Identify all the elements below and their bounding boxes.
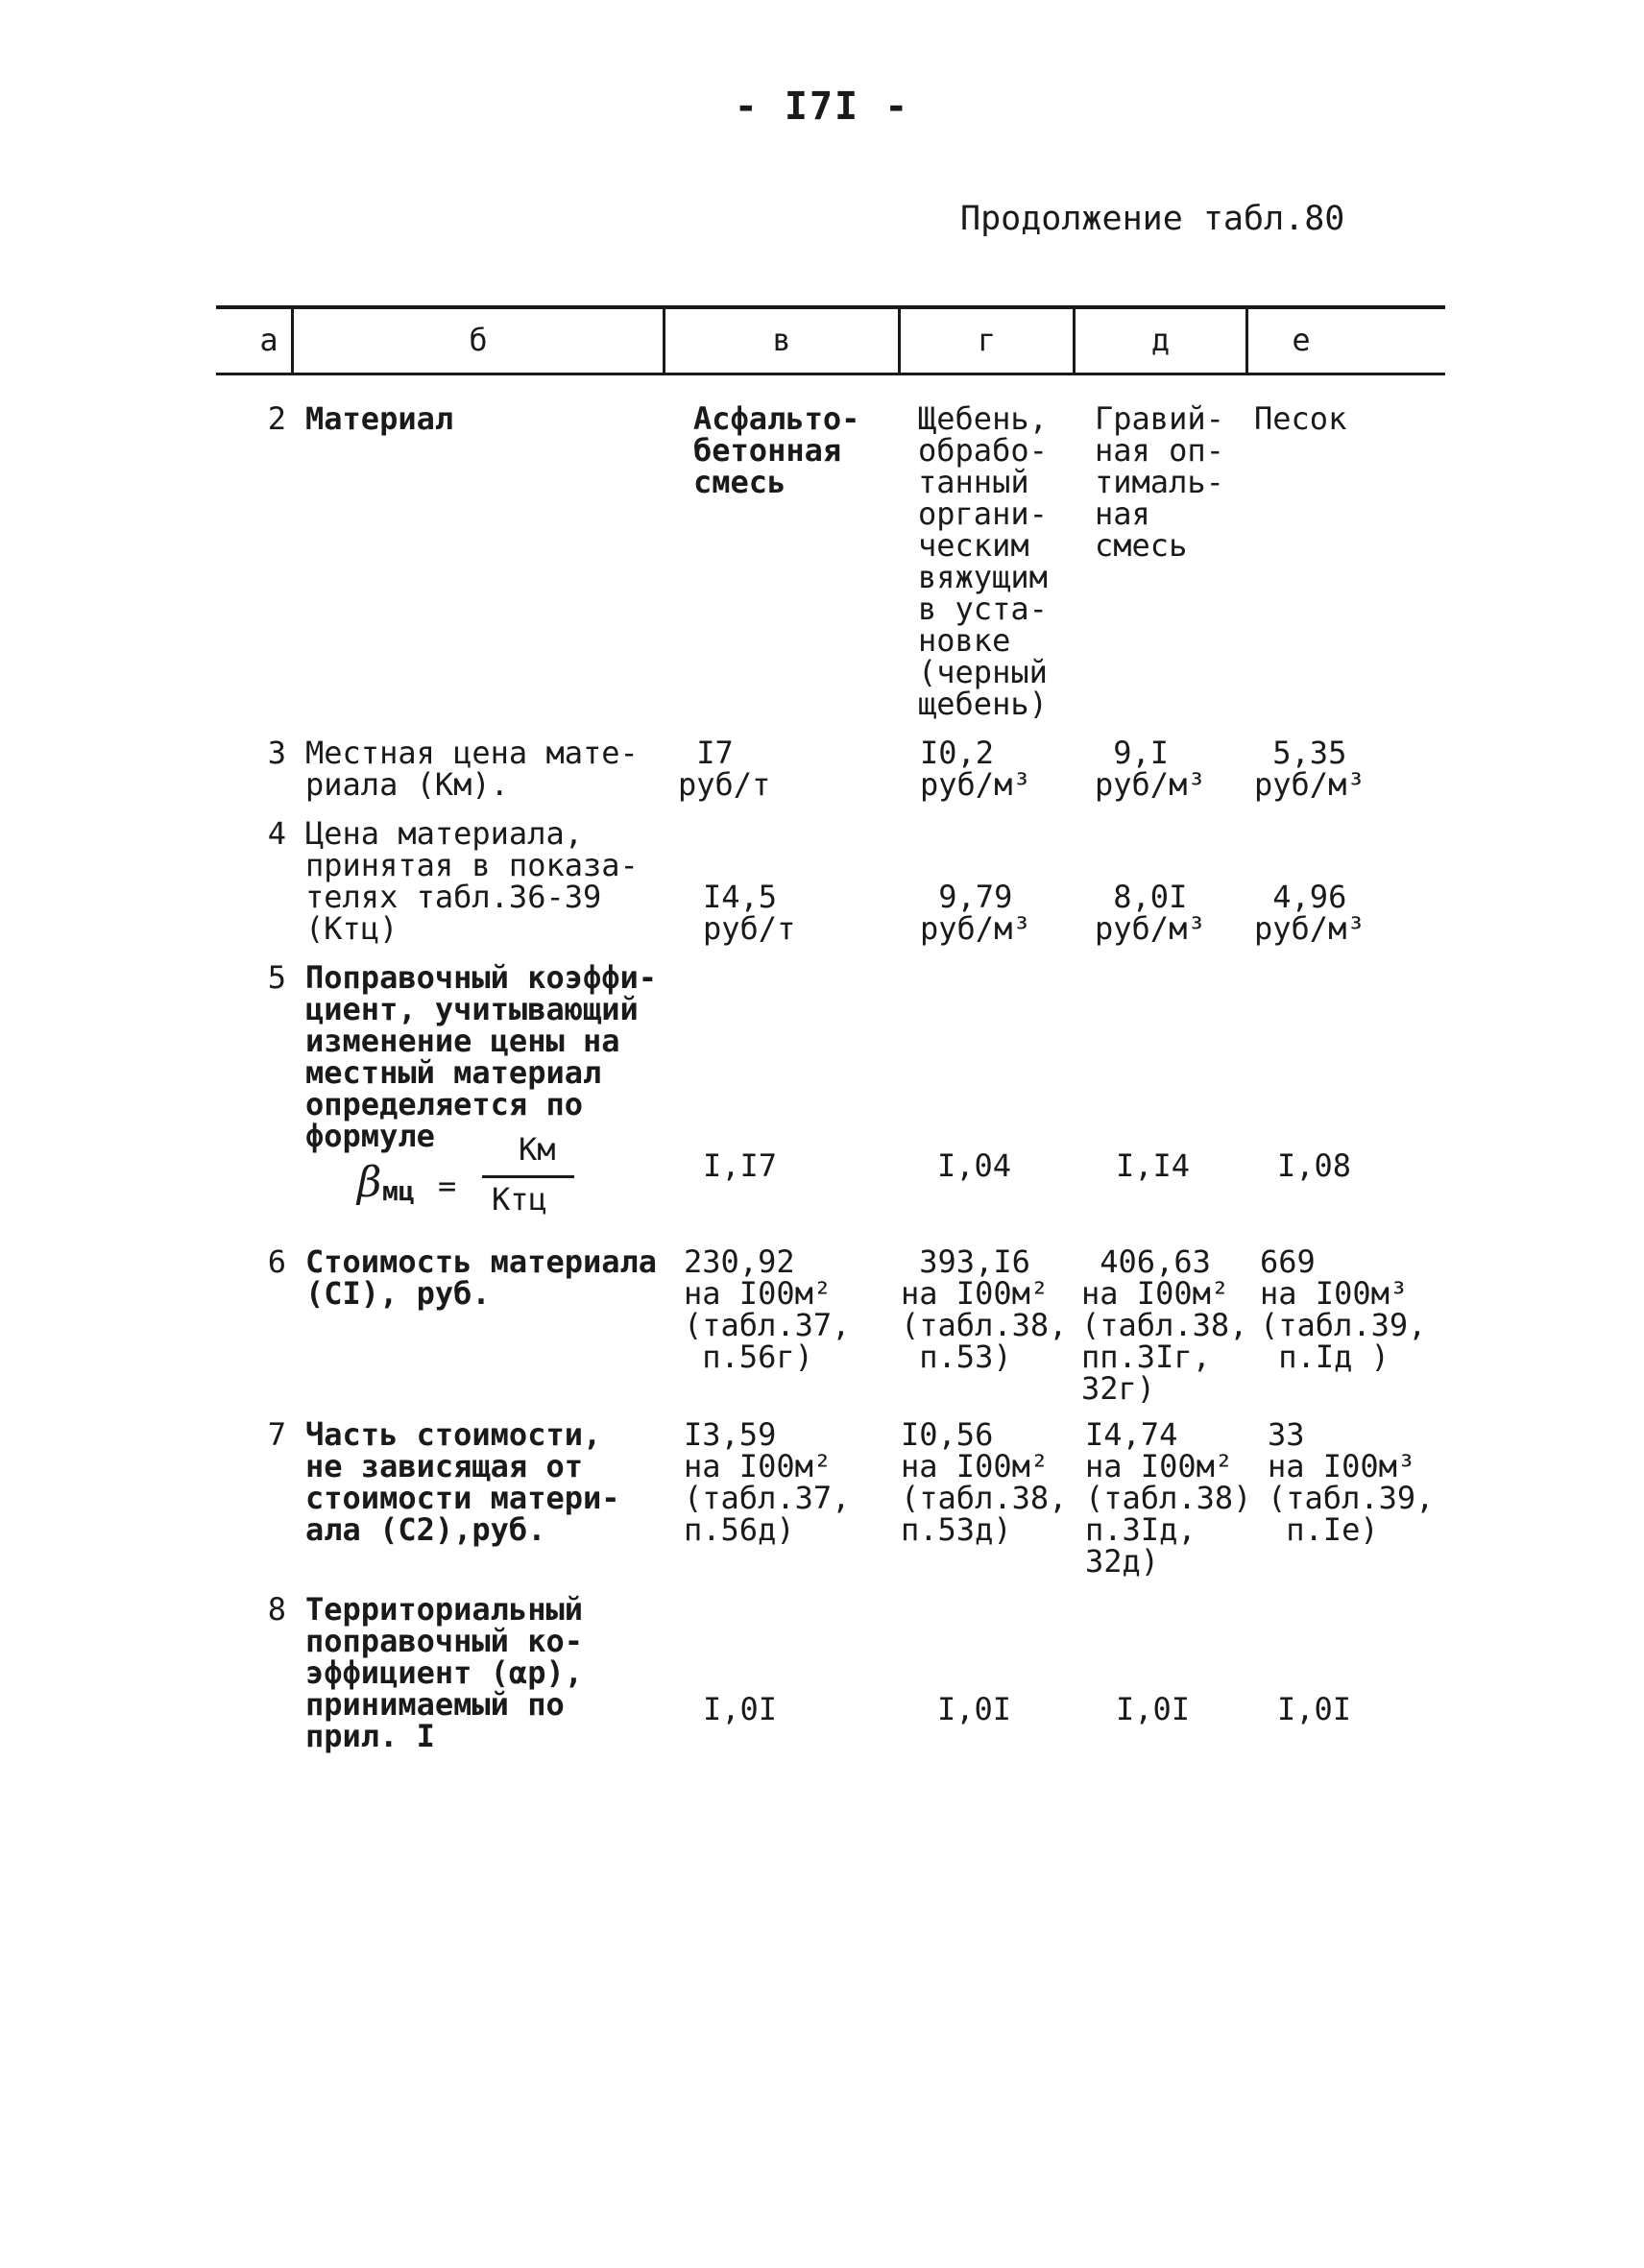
row-number: 3 <box>267 735 286 771</box>
cell-d: I,I4 <box>1116 1147 1191 1184</box>
cell-e: I,0I <box>1277 1691 1352 1727</box>
column-header-e: е <box>1292 322 1311 358</box>
cell-v: 230,92 на I00м² (табл.37, п.56г) <box>684 1243 851 1375</box>
row-label: Поправочный коэффи- циент, учитывающий изменение цены на местный материал определяется по формуле <box>305 959 658 1154</box>
column-header-a: а <box>259 322 278 358</box>
cell-e: 669 на I00м³ (табл.39, п.Iд ) <box>1260 1243 1427 1375</box>
cell-d: I,0I <box>1116 1691 1191 1727</box>
formula-numerator: Км <box>519 1131 556 1168</box>
cell-d: Гравий- ная оп- тималь- ная смесь <box>1095 400 1224 564</box>
cell-v: I,0I <box>703 1691 778 1727</box>
formula-fraction-bar <box>482 1175 574 1178</box>
cell-v: Асфальто- бетонная смесь <box>693 400 860 500</box>
row-number: 2 <box>267 400 286 437</box>
column-header-b: б <box>469 322 488 358</box>
table-caption: Продолжение табл.80 <box>960 200 1345 238</box>
cell-d: 9,I руб/м³ <box>1095 735 1206 803</box>
row-label: Местная цена мате- риала (Км). <box>305 735 639 803</box>
row-label: Стоимость материала (СI), руб. <box>305 1243 658 1312</box>
column-header-v: в <box>772 322 791 358</box>
row-number: 6 <box>267 1243 286 1280</box>
table-top-rule <box>216 305 1445 309</box>
formula-beta-subscript: мц <box>382 1175 415 1207</box>
row-label: Материал <box>305 400 454 437</box>
cell-e: 5,35 руб/м³ <box>1254 735 1366 803</box>
row-number: 8 <box>267 1591 286 1628</box>
cell-v: I7 руб/т <box>678 735 771 803</box>
cell-g: I,0I <box>937 1691 1012 1727</box>
cell-d: I4,74 на I00м² (табл.38) п.3Iд, 32д) <box>1085 1416 1252 1580</box>
cell-e: 4,96 руб/м³ <box>1254 879 1366 947</box>
cell-g: Щебень, обрабо- танный органи- ческим вяжущим в уста- новке (черный щебень) <box>918 400 1048 722</box>
cell-v: I3,59 на I00м² (табл.37, п.56д) <box>684 1416 851 1548</box>
cell-e: Песок <box>1254 400 1347 437</box>
cell-g: 9,79 руб/м³ <box>920 879 1031 947</box>
column-header-g: г <box>977 322 997 358</box>
cell-v: I4,5 руб/т <box>703 879 796 947</box>
row-label: Территориальный поправочный ко- эффициент (αр), принимаемый по прил. I <box>305 1591 583 1754</box>
cell-g: I0,56 на I00м² (табл.38, п.53д) <box>901 1416 1068 1548</box>
cell-v: I,I7 <box>703 1147 778 1184</box>
formula-beta-symbol: β <box>357 1158 382 1207</box>
page-number: - I7I - <box>734 84 910 129</box>
cell-g: I0,2 руб/м³ <box>920 735 1031 803</box>
row-label: Часть стоимости, не зависящая от стоимости матери- ала (С2),руб. <box>305 1416 620 1548</box>
cell-g: I,04 <box>937 1147 1012 1184</box>
cell-d: 8,0I руб/м³ <box>1095 879 1206 947</box>
formula-equals: = <box>438 1168 457 1204</box>
cell-d: 406,63 на I00м² (табл.38, пп.3Iг, 32г) <box>1081 1243 1248 1407</box>
cell-g: 393,I6 на I00м² (табл.38, п.53) <box>901 1243 1068 1375</box>
cell-e: I,08 <box>1277 1147 1352 1184</box>
row-label: Цена материала, принятая в показа- телях табл.36-39 (Ктц) <box>305 815 639 947</box>
formula-beta-mc <box>357 1131 588 1227</box>
row-number: 5 <box>267 959 286 996</box>
cell-e: 33 на I00м³ (табл.39, п.Iе) <box>1268 1416 1435 1548</box>
table-header-bottom-rule <box>216 373 1445 375</box>
row-number: 4 <box>267 815 286 852</box>
formula-denominator: Ктц <box>492 1181 547 1218</box>
column-header-d: д <box>1150 322 1171 358</box>
row-number: 7 <box>267 1416 286 1453</box>
